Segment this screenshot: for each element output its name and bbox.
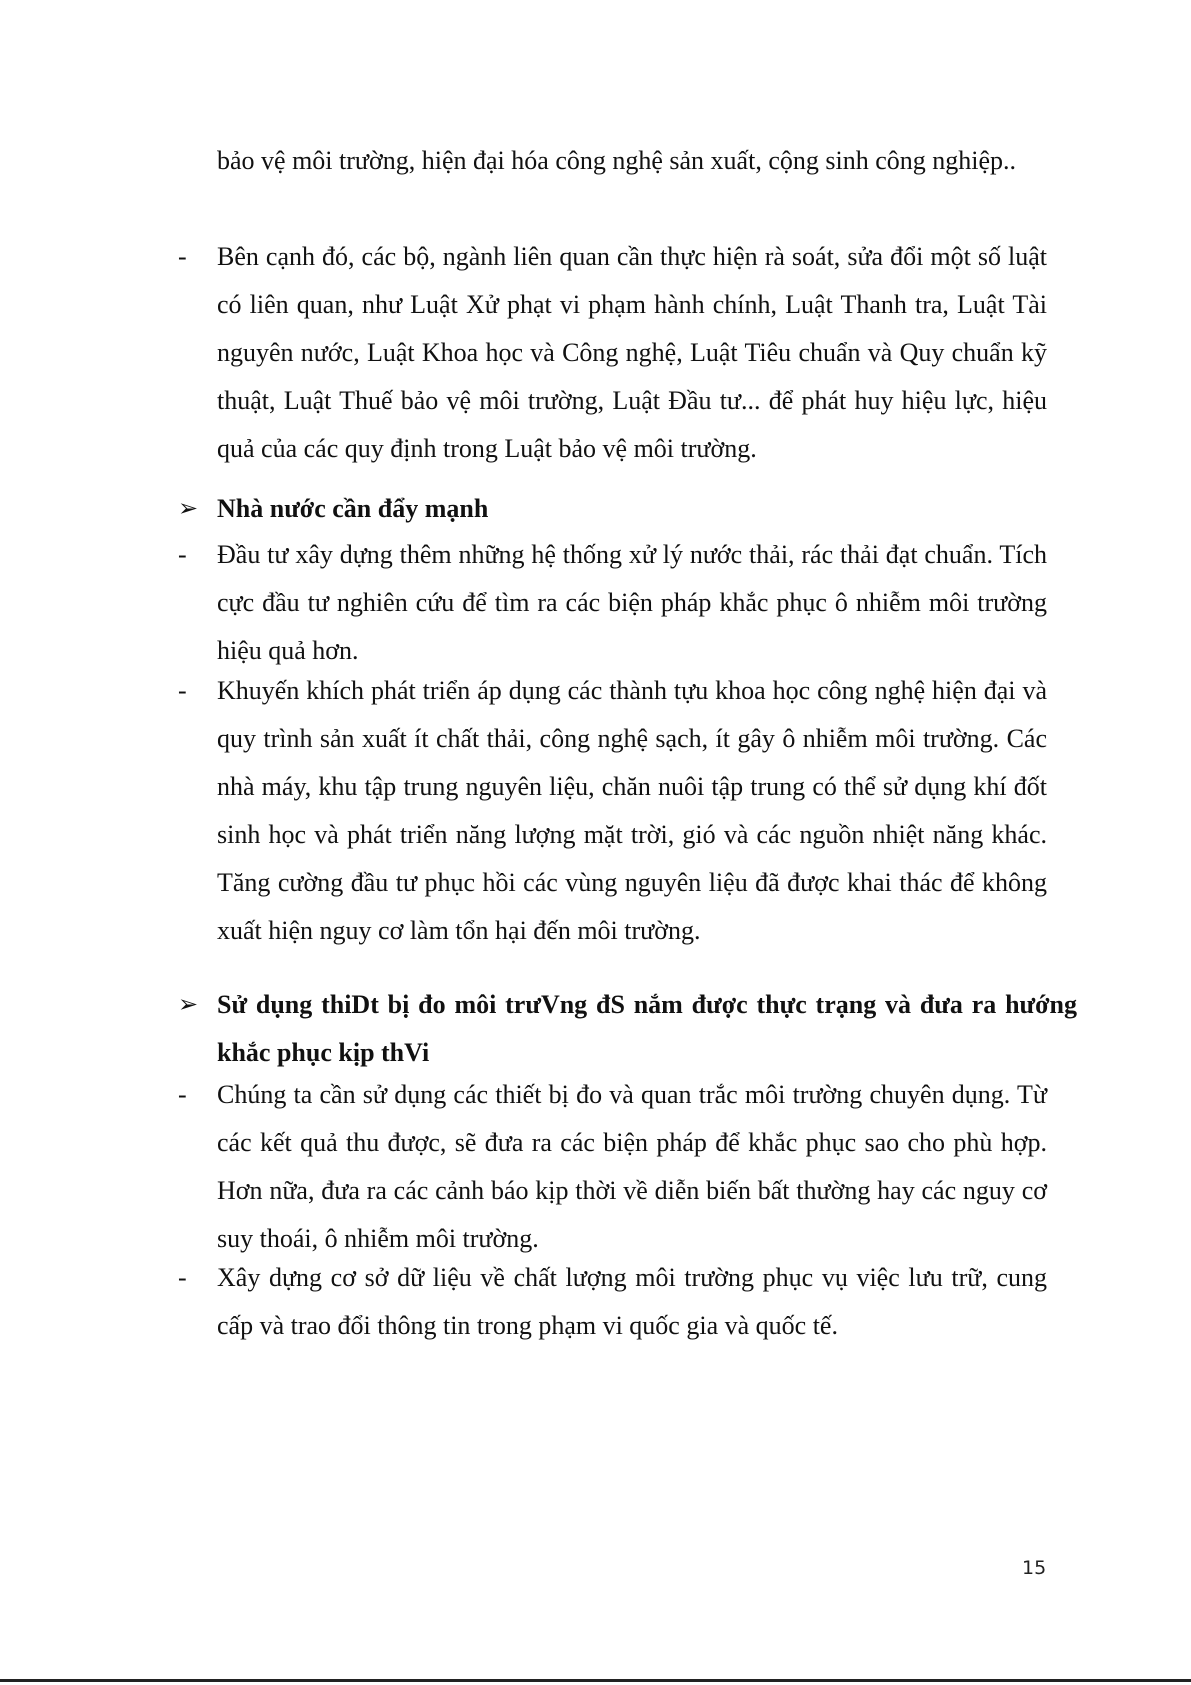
section-heading-state: Nhà nước cần đẩy mạnh	[217, 494, 489, 523]
bullet-dash: -	[178, 242, 187, 271]
bullet-paragraph-wastewater: Đầu tư xây dựng thêm những hệ thống xử lý nước thải, rác thải đạt chuẩn. Tích cực đầu tư nghiên cứu để tìm ra các biện pháp khắc phục ô nhiễm môi trường hiệu quả hơn.	[217, 540, 1047, 665]
arrow-bullet-icon: ➢	[178, 992, 199, 1018]
page-number: 15	[1022, 1557, 1047, 1579]
bullet-dash: -	[178, 1080, 187, 1109]
section-heading-measurement: Sử dụng thiDt bị đo môi trưVng đS nắm được thực trạng và đưa ra hướng khắc phục kịp thVi	[217, 990, 1077, 1067]
bullet-paragraph-law-review: Bên cạnh đó, các bộ, ngành liên quan cần thực hiện rà soát, sửa đổi một số luật có liên quan, như Luật Xử phạt vi phạm hành chính, Luật Thanh tra, Luật Tài nguyên nước, Luật Khoa học và Công nghệ, Luật Tiêu chuẩn và Quy chuẩn kỹ thuật, Luật Thuế bảo vệ môi trường, Luật Đầu tư... để phát huy hiệu lực, hiệu quả của các quy định trong Luật bảo vệ môi trường.	[217, 242, 1047, 463]
bullet-dash: -	[178, 540, 187, 569]
bullet-paragraph-monitoring: Chúng ta cần sử dụng các thiết bị đo và quan trắc môi trường chuyên dụng. Từ các kết quả thu được, sẽ đưa ra các biện pháp để khắc phục sao cho phù hợp. Hơn nữa, đưa ra các cảnh báo kịp thời về diễn biến bất thường hay các nguy cơ suy thoái, ô nhiễm môi trường.	[217, 1080, 1047, 1253]
bullet-paragraph-clean-technology: Khuyến khích phát triển áp dụng các thành tựu khoa học công nghệ hiện đại và quy trình sản xuất ít chất thải, công nghệ sạch, ít gây ô nhiễm môi trường. Các nhà máy, khu tập trung nguyên liệu, chăn nuôi tập trung có thể sử dụng khí đốt sinh học và phát triển năng lượng mặt trời, gió và các nguồn nhiệt năng khác. Tăng cường đầu tư phục hồi các vùng nguyên liệu đã được khai thác để không xuất hiện nguy cơ làm tổn hại đến môi trường.	[217, 676, 1047, 945]
bullet-dash: -	[178, 676, 187, 705]
continuation-paragraph: bảo vệ môi trường, hiện đại hóa công nghệ sản xuất, cộng sinh công nghiệp..	[217, 146, 1017, 175]
page-bottom-rule	[0, 1679, 1191, 1682]
bullet-paragraph-database: Xây dựng cơ sở dữ liệu về chất lượng môi trường phục vụ việc lưu trữ, cung cấp và trao đổi thông tin trong phạm vi quốc gia và quốc tế.	[217, 1263, 1047, 1340]
bullet-dash: -	[178, 1263, 187, 1292]
arrow-bullet-icon: ➢	[178, 496, 199, 522]
